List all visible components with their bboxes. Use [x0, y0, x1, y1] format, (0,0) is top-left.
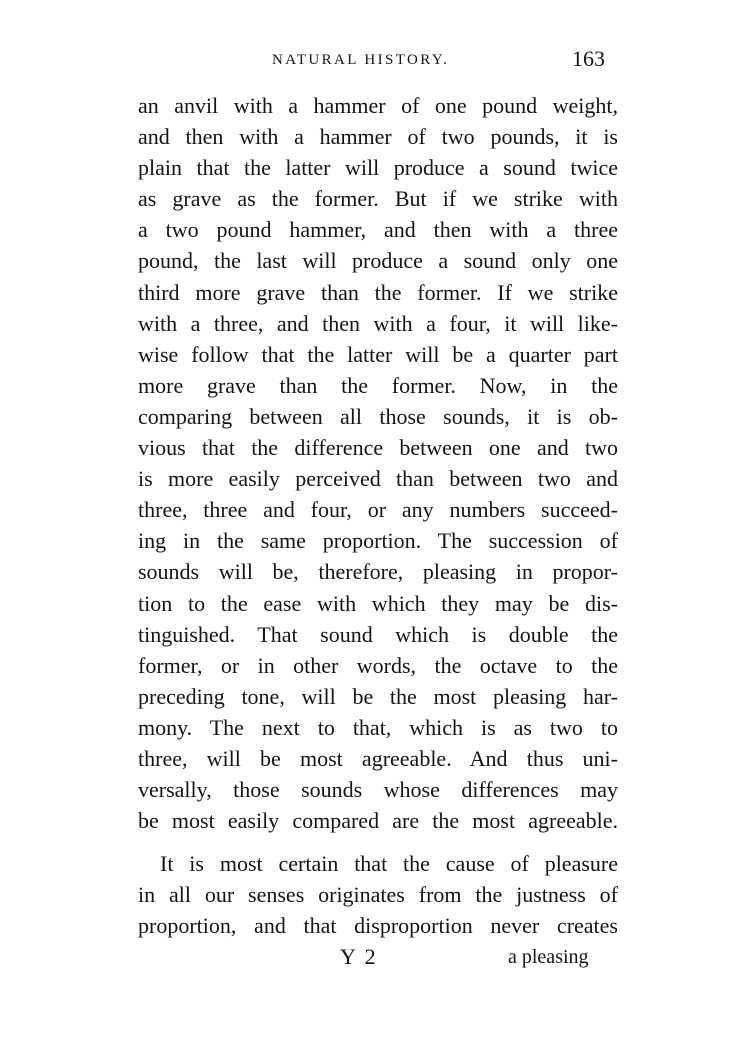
text-line: more grave than the former. Now, in the: [138, 372, 618, 398]
text-line: be most easily compared are the most agreeable.: [138, 808, 618, 834]
text-line: wise follow that the latter will be a quarter part: [138, 341, 618, 367]
text-line: comparing between all those sounds, it is ob-: [138, 403, 618, 429]
text-line: in all our senses originates from the justness of: [138, 882, 618, 908]
text-line: It is most certain that the cause of pleasure: [160, 851, 618, 877]
text-line: ing in the same proportion. The succession of: [138, 528, 618, 554]
running-head: NATURAL HISTORY.: [272, 52, 450, 68]
text-line: versally, those sounds whose differences may: [138, 777, 618, 803]
text-line: an anvil with a hammer of one pound weight,: [138, 93, 618, 118]
catchword: a pleasing: [508, 946, 589, 968]
text-line: former, or in other words, the octave to the: [138, 652, 618, 678]
text-line: tinguished. That sound which is double the: [138, 621, 618, 647]
signature-mark: Y 2: [340, 944, 378, 969]
text-line: three, will be most agreeable. And thus uni-: [138, 745, 618, 771]
text-line: a two pound hammer, and then with a three: [138, 217, 618, 243]
text-line: with a three, and then with a four, it will like-: [138, 310, 618, 336]
text-line: preceding tone, will be the most pleasing har-: [138, 683, 618, 709]
text-line: mony. The next to that, which is as two to: [138, 714, 618, 740]
body-text: [138, 90, 618, 942]
text-line: sounds will be, therefore, pleasing in propor-: [138, 559, 618, 585]
text-line: is more easily perceived than between two and: [138, 466, 618, 492]
text-line: vious that the difference between one and two: [138, 435, 618, 461]
text-line: tion to the ease with which they may be dis-: [138, 590, 618, 616]
text-line: three, three and four, or any numbers succeed-: [138, 497, 618, 523]
paragraph-2: [138, 848, 618, 941]
paragraph-1: [138, 90, 618, 836]
page-number: 163: [572, 46, 605, 71]
text-line: pound, the last will produce a sound only one: [138, 248, 618, 274]
text-line: as grave as the former. But if we strike with: [138, 186, 618, 212]
text-line: and then with a hammer of two pounds, it is: [138, 124, 618, 150]
text-line: plain that the latter will produce a sound twice: [138, 155, 618, 181]
text-line: proportion, and that disproportion never creates: [138, 913, 618, 939]
text-line: third more grave than the former. If we strike: [138, 279, 618, 305]
paragraph-gap: [138, 836, 618, 848]
